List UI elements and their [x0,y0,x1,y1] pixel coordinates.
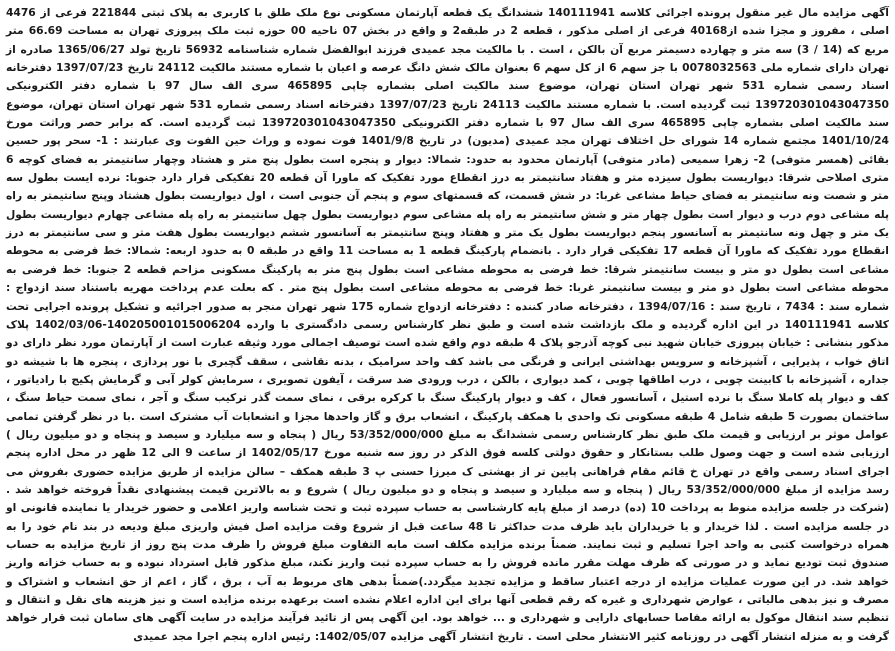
auction-notice-text: آگهی مزایده مال غیر منقول پرونده اجرائی کلاسه 140111941 ششدانگ یک قطعه آپارتمان مسکونی نوع ملک طلق با کاربری به پلاک ثبتی 221844 فرعی از 4476 اصلی ، مفروز و مجزا شده از40168 فرعی از اصلی مذکور ، قطعه 2 در طبقه2 و واقع در بخش 07 ناحیه 00 حوزه ثبت ملک پیروزی تهران به مساحت 66.69 متر مربع که (14 / 3) سه متر و چهارده دسیمتر مربع آن بالکن ، است . با مالکیت مجد عمیدی فرزند ابوالفضل شماره شناسنامه 56932 تاریخ تولد 1365/06/27 صادره از تهران دارای شماره ملی 0078032563 با جز سهم 6 از کل سهم 6 بعنوان مالک شش دانگ عرصه و اعیان با شماره مستند مالکیت 24112 تاریخ 1397/07/23 دفترخانه اسناد رسمی شماره 531 شهر تهران استان تهران، موضوع سند مالکیت اصلی بشماره چاپی 465895 سری الف سال 97 با شماره دفتر الکترونیکی 139720301043047350 ثبت گردیده است. با شماره مستند مالکیت 24113 تاریخ 1397/07/23 دفترخانه اسناد رسمی شماره 531 شهر تهران استان تهران، موضوع سند مالکیت اصلی بشماره چاپی 465895 سری الف سال 97 با شماره دفتر الکترونیکی 139720301043047350 ثبت گردیده است. که برابر حصر وراثت مورخ 1401/10/24 مجتمع شماره 14 شورای حل اختلاف تهران مجد عمیدی (مدیون) در تاریخ 1401/9/8 فوت نموده و وراث حین الفوت وی عبارتند : 1- سحر پور حسین بقائی (همسر متوفی) 2- زهرا سمیعی (مادر متوفی) آپارتمان محدود به حدود: شمالا: دیوار و پنجره است بطول پنج متر و هشتاد وچهار سانتیمتر به فضای کوچه 6 متری اصلاحی شرقا: دیواریست بطول سیزده متر و هفتاد سانتیمتر به درز انقطاع مورد تفکیک که ماورا آن قطعه 20 تفکیکی قرار دارد جنوبا: نرده ایست بطول سه متر و شصت ونه سانتیمتر به فضای حیاط مشاعی غربا: در شش قسمت، که قسمتهای سوم و پنجم آن جنوبی است ، اول دیواریست بطول هشتاد وپنج سانتیمتر به راه پله مشاعی دوم درب و دیوار است بطول چهار متر و شش سانتیمتر به راه پله مشاعی سوم دیواریست بطول چهل سانتیمتر به راه پله مشاعی چهارم دیواریست بطول یک متر و چهل ونه سانتیمتر به آسانسور پنجم دیواریست بطول یک متر و هفتاد وپنج سانتیمتر به آسانسور ششم دیواریست بطول هفت متر و سی سانتیمتر به درز انقطاع مورد تفکیک که ماورا آن قطعه 17 تفکیکی قرار دارد . بانضمام پارکینگ قطعه 1 به مساحت 11 واقع در طبقه 0 به حدود اربعه: شمالا: خط فرضی به محوطه مشاعی است بطول دو متر و بیست سانتیمتر شرقا: خط فرضی به محوطه مشاعی است بطول پنج متر به پارکینگ مسکونی مزاحم قطعه 2 جنوبا: خط فرضی به محوطه مشاعی است بطول دو متر و بیست سانتیمتر غربا: خط فرضی به محوطه مشاعی است بطول پنج متر . که بعلت عدم پرداخت مهریه باستناد سند ازدواج : شماره سند : 7434 ، تاریخ سند : 1394/07/16 ، دفترخانه صادر کننده : دفترخانه ازدواج شماره 175 شهر تهران منجر به صدور اجرائیه و تشکیل پرونده اجرایی تحت کلاسه 140111941 در این اداره گردیده و ملک بازداشت شده است و طبق نظر کارشناس رسمی دادگستری با وارده 140205001015006204-1402/03/06 پلاک مذکور بنشانی : خیابان پیروزی خیابان شهید نبی کوچه آذرجو پلاک 4 طبقه دوم واقع شده است توصیف اجمالی مورد وثیقه عبارت است از آپارتمان مورد نظر دارای دو اتاق خواب ، پذیرایی ، آشپزخانه و سرویس بهداشتی ایرانی و فرنگی می باشد کف واحد سرامیک ، بدنه نقاشی ، سقف گچبری با نور پردازی ، پنجره ها با شیشه دو جداره ، آشپزخانه با کابینت چوبی ، درب اطاقها چوبی ، کمد دیواری ، بالکن ، درب ورودی ضد سرقت ، آیفون تصویری ، سرمایش کولر آبی و گرمایش پکیج با رادیاتور ، کف و دیوار پله کاملا سنگ با نرده استیل ، آسانسور فعال ، کف و دیوار پارکینگ سنگ با کرکره برقی ، نمای سمت گذر ترکیب سنگ و آجر ، نمای سمت حیاط سنگ ، ساختمان بصورت 5 طبقه شامل 4 طبقه مسکونی تک واحدی با همکف پارکینگ ، انشعاب برق و گاز واحدها مجزا و انشعابات آب مشترک است .با در نظر گرفتن تمامی عوامل موثر بر ارزیابی و قیمت ملک طبق نظر کارشناس رسمی ششدانگ به مبلغ 53/352/000/000 ریال ( پنجاه و سه میلیارد و سیصد و پنجاه و دو میلیون ریال ) ارزیابی شده است و جهت وصول طلب بستانکار و حقوق دولتی کلسه فوق الذکر در روز سه شنبه مورخ 1402/05/17 از ساعت 9 الی 12 ظهر در محل اداره پنجم اجرای اسناد رسمی واقع در تهران خ قائم مقام فراهانی پایین تر از بهشتی ک میرزا حسنی پ 3 طبقه همکف – سالن مزایده از طریق مزایده حضوری بفروش می رسد مزایده از مبلغ 53/352/000/000 ریال ( پنجاه و سه میلیارد و سیصد و پنجاه و دو میلیون ریال ) شروع و به بالاترین قیمت پیشنهادی نقداً فروخته خواهد شد . (شرکت در جلسه مزایده منوط به پرداخت 10 (ده) درصد از مبلغ پایه کارشناسی به حساب سپرده ثبت و تحت شناسه واریز اعلامی و حضور خریدار یا نماینده قانونی او در جلسه مزایده است . لذا خریدار و یا خریداران باید ظرف مدت حداکثر تا 48 ساعت قبل از شروع وقت مزایده اصل فیش واریزی مبلغ ودیعه در بند نام خود را به همراه درخواست کتبی به واحد اجرا تسلیم و ثبت نمایند. ضمناً برنده مزایده مکلف است مابه التفاوت مبلغ فروش را ظرف مدت پنج روز از تاریخ مزایده به حساب صندوق ثبت تودیع نماید و در صورتی که ظرف مهلت مقرر مانده فروش را به حساب سپرده ثبت واریز نکند، مبلغ مذکور قابل استرداد نبوده و به حساب خزانه واریز خواهد شد. در این صورت عملیات مزایده از درجه اعتبار ساقط و مزایده تجدید میگردد.)ضمناً بدهی های مربوط به آب ، برق ، گاز ، اعم از حق انشعاب و اشتراک و مصرف و نیز بدهی مالیاتی ، عوارض شهرداری و غیره که رقم قطعی آنها برای این اداره اعلام نشده است برعهده برنده مزایده است و نیز هزینه های نقل و انتقال و تنظیم سند انتقال موکول به ارائه مفاصا حسابهای دارایی و شهرداری و ... خواهد بود. این آگهی پس از تائید فرآیند مزایده در سایت آگهی های سامان ثبت قرار خواهد گرفت و به منزله انتشار آگهی در روزنامه کثیر الانتشار محلی است . تاریخ انتشار آگهی مزایده 1402/05/07: رئیس اداره پنجم اجرا مجد عمیدی [6,6,890,643]
